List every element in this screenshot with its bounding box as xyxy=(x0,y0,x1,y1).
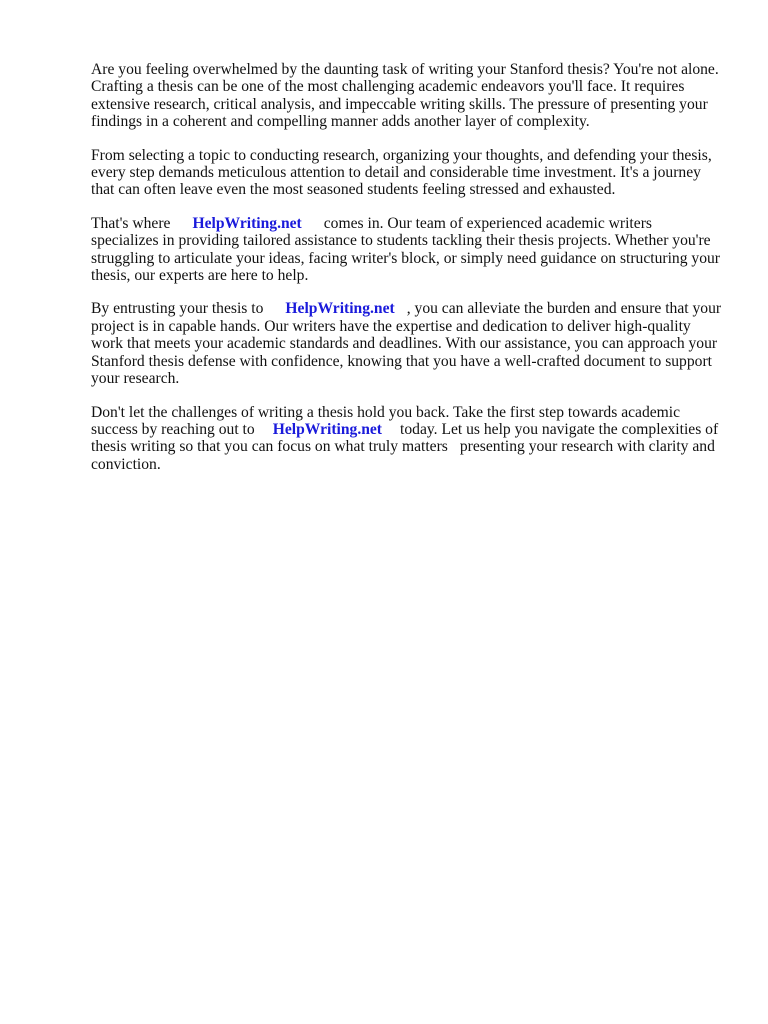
paragraph-service-lead: That's where xyxy=(91,214,171,232)
helpwriting-link-1[interactable]: HelpWriting.net xyxy=(192,214,302,232)
paragraph-intro: Are you feeling overwhelmed by the daunting task of writing your Stanford thesis? You're not alone. Crafting a thesis can be one of the most challenging academic endeavors you'll face. It requires extensive research, critical analysis, and impeccable writing skills. The pressure of presenting your findings in a coherent and compelling manner adds another layer of complexity. xyxy=(91,61,719,131)
paragraph-service xyxy=(91,215,723,285)
paragraph-cta-middle: today. Let us help you navigate the complexities of thesis writing so that you can focus on what truly matters xyxy=(91,420,719,456)
paragraph-service-rest: comes in. Our team of experienced academic writers specializes in providing tailored assistance to students tackling their thesis projects. Whether you're struggling to articulate your ideas, facing writer's block, or simply need guidance on structuring your thesis, our experts are here to help. xyxy=(91,214,720,285)
paragraph-entrust xyxy=(91,300,723,387)
helpwriting-link-2[interactable]: HelpWriting.net xyxy=(285,300,395,318)
paragraph-process: From selecting a topic to conducting research, organizing your thoughts, and defending your thesis, every step demands meticulous attention to detail and considerable time investment. It's a journey that can often leave even the most seasoned students feeling stressed and exhausted. xyxy=(91,146,712,199)
paragraph-cta-lead: Don't let the challenges of writing a thesis hold you back. Take the first step towards academic success by reaching out to xyxy=(91,403,681,438)
document-body xyxy=(91,61,723,489)
paragraph-cta xyxy=(91,404,723,474)
helpwriting-link-3[interactable]: HelpWriting.net xyxy=(272,420,383,438)
paragraph-entrust-rest: , you can alleviate the burden and ensure that your project is in capable hands. Our writers have the expertise and dedication to deliver high-quality work that meets your academic standards and deadlines. With our assistance, you can approach your Stanford thesis defense with confidence, knowing that you have a well-crafted document to support your research. xyxy=(91,300,722,388)
paragraph-entrust-lead: By entrusting your thesis to xyxy=(91,300,264,318)
paragraph-cta-rest: presenting your research with clarity and conviction. xyxy=(91,438,715,473)
